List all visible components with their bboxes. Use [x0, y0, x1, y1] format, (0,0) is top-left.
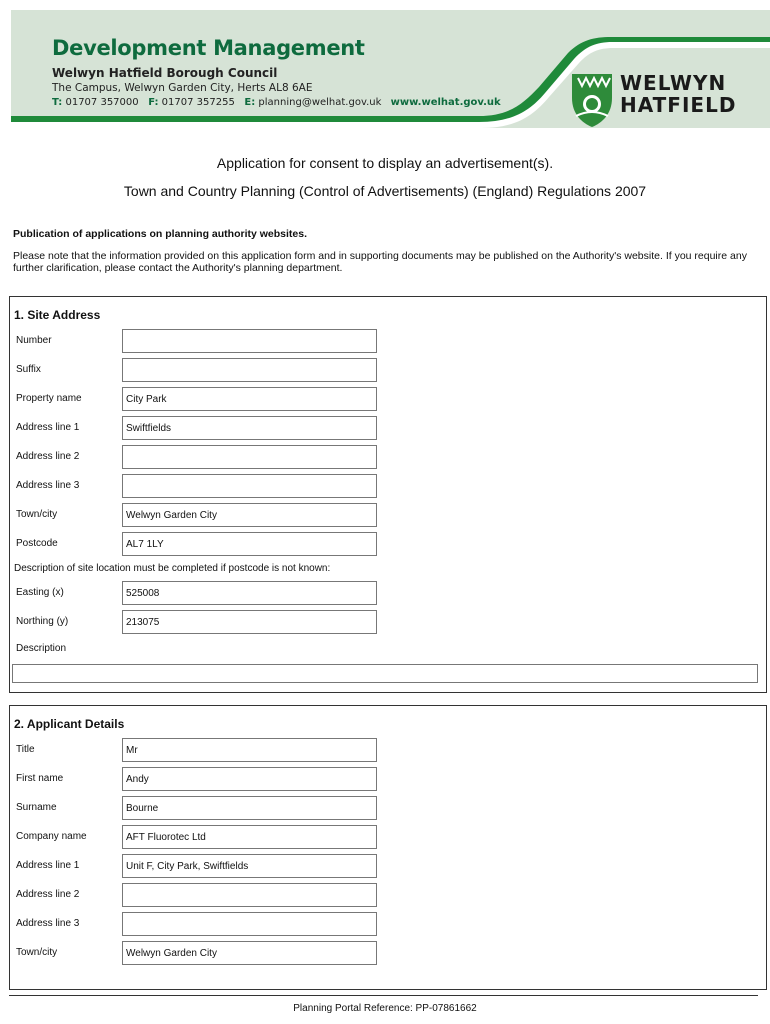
easting-field[interactable]: 525008	[122, 581, 377, 605]
form-row	[10, 474, 766, 500]
council-crest-icon	[570, 72, 614, 128]
form-row	[10, 883, 766, 909]
form-title: Application for consent to display an advertisement(s).	[216, 155, 554, 171]
header-banner	[11, 10, 770, 128]
logo-line-1: WELWYN	[620, 71, 727, 95]
address-line-3-label: Address line 3	[16, 918, 80, 929]
company-name-field[interactable]: AFT Fluorotec Ltd	[122, 825, 377, 849]
fax-label: F:	[148, 97, 159, 108]
number-label: Number	[16, 335, 52, 346]
site-address-section	[9, 296, 767, 693]
town-city-field[interactable]: Welwyn Garden City	[122, 503, 377, 527]
applicant-details-section	[9, 705, 767, 990]
form-row	[10, 796, 766, 822]
address-line-2-label: Address line 2	[16, 889, 80, 900]
footer-divider	[9, 995, 758, 996]
form-row	[10, 610, 766, 636]
council-name: Welwyn Hatfield Borough Council	[52, 66, 278, 80]
form-row	[10, 767, 766, 793]
northing-field[interactable]: 213075	[122, 610, 377, 634]
publication-heading: Publication of applications on planning authority websites.	[13, 228, 308, 240]
town-city-label: Town/city	[16, 947, 58, 958]
address-line-1-label: Address line 1	[16, 422, 80, 433]
title-label: Title	[16, 744, 35, 755]
company-name-label: Company name	[16, 831, 87, 842]
form-row	[10, 503, 766, 529]
tel-label: T:	[52, 97, 63, 108]
council-logo-wordmark	[620, 72, 736, 116]
address-line-2-field[interactable]	[122, 445, 377, 469]
property-name-label: Property name	[16, 393, 82, 404]
section-title: 2. Applicant Details	[14, 717, 125, 731]
first-name-field[interactable]: Andy	[122, 767, 377, 791]
address-line-1-field[interactable]: Unit F, City Park, Swiftfields	[122, 854, 377, 878]
publication-note: Please note that the information provided on this application form and in supporting documents may be published on the Authority's website. If you require any further clarification, please contact the Authority's planning department.	[13, 250, 747, 274]
tel-number: 01707 357000	[65, 97, 139, 108]
postcode-label: Postcode	[16, 538, 58, 549]
location-note: Description of site location must be completed if postcode is not known:	[14, 563, 331, 574]
form-row	[10, 532, 766, 558]
title-field[interactable]: Mr	[122, 738, 377, 762]
logo-line-2: HATFIELD	[620, 93, 737, 117]
property-name-field[interactable]: City Park	[122, 387, 377, 411]
form-regulation: Town and Country Planning (Control of Advertisements) (England) Regulations 2007	[123, 183, 647, 199]
section-title: 1. Site Address	[14, 308, 101, 322]
website-link[interactable]: www.welhat.gov.uk	[390, 97, 501, 108]
form-row	[10, 416, 766, 442]
postcode-field[interactable]: AL7 1LY	[122, 532, 377, 556]
email-link[interactable]: planning@welhat.gov.uk	[258, 97, 382, 108]
description-field[interactable]	[12, 664, 758, 683]
town-city-label: Town/city	[16, 509, 58, 520]
address-line-3-field[interactable]	[122, 474, 377, 498]
contact-line	[52, 97, 501, 108]
address-line-2-label: Address line 2	[16, 451, 80, 462]
form-row	[10, 941, 766, 967]
surname-field[interactable]: Bourne	[122, 796, 377, 820]
address-line-3-field[interactable]	[122, 912, 377, 936]
form-row	[10, 581, 766, 607]
page-banner-title: Development Management	[52, 36, 365, 60]
town-city-field[interactable]: Welwyn Garden City	[122, 941, 377, 965]
suffix-field[interactable]	[122, 358, 377, 382]
form-row	[10, 329, 766, 355]
form-row	[10, 825, 766, 851]
northing-label: Northing (y)	[16, 616, 69, 627]
form-row	[10, 738, 766, 764]
form-row	[10, 912, 766, 938]
first-name-label: First name	[16, 773, 64, 784]
address-line-1-label: Address line 1	[16, 860, 80, 871]
email-label: E:	[244, 97, 256, 108]
council-address: The Campus, Welwyn Garden City, Herts AL8 6AE	[52, 82, 313, 94]
form-row	[10, 358, 766, 384]
suffix-label: Suffix	[16, 364, 41, 375]
address-line-2-field[interactable]	[122, 883, 377, 907]
address-line-3-label: Address line 3	[16, 480, 80, 491]
address-line-1-field[interactable]: Swiftfields	[122, 416, 377, 440]
form-row	[10, 445, 766, 471]
form-row	[10, 854, 766, 880]
easting-label: Easting (x)	[16, 587, 64, 598]
planning-portal-reference: Planning Portal Reference: PP-07861662	[293, 1003, 477, 1014]
number-field[interactable]	[122, 329, 377, 353]
fax-number: 01707 357255	[161, 97, 235, 108]
description-label: Description	[16, 643, 67, 654]
surname-label: Surname	[16, 802, 57, 813]
form-row	[10, 387, 766, 413]
